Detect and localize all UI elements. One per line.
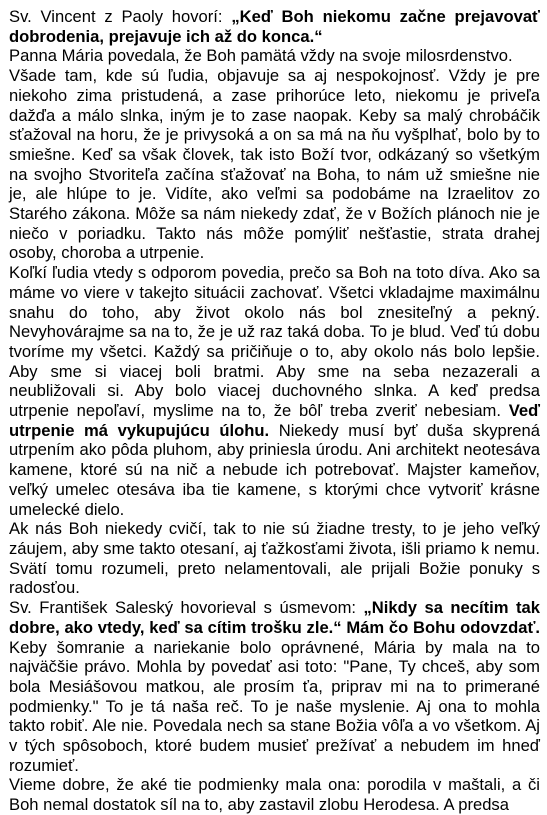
- document-page: [9, 7, 540, 815]
- text-run: Všade tam, kde sú ľudia, objavuje sa aj nespokojnosť. Vždy je pre niekoho zima pristudená, a zase prihorúce leto, niekomu je priveľa dažďa a málo slnka, iným je to zase naopak. Keby sa malý chrobáčik sťažoval na horu, že je privysoká a on sa má na ňu vyšplhať, bolo by to smiešne. Keď sa však človek, tak isto Boží tvor, odkázaný so všetkým na svojho Stvoriteľa začína sťažovať na Boha, to nám už smiešne nie je, ale hlúpe to je. Vidíte, ako veľmi sa podobáme na Izraelitov zo Starého zákona. Môže sa nám niekedy zdať, že v Božích plánoch nie je niečo v poriadku. Takto nás môže pomýliť nešťastie, strata drahej osoby, choroba a utrpenie.: [9, 66, 540, 263]
- paragraph-suffering: [9, 263, 540, 519]
- text-run: Koľkí ľudia vtedy s odporom povedia, prečo sa Boh na toto díva. Ako sa máme vo viere v takejto situácii zachovať. Všetci vkladajme maximálnu snahu do toho, aby život okolo nás bol znesiteľný a pekný. Nevyhovárajme sa na to, že je už raz taká doba. To je blud. Veď tú dobu tvoríme my všetci. Každý sa pričiňuje o to, aby okolo nás bolo lepšie. Aby sme si viacej boli bratmi. Aby sme na seba nezazerali a neubližovali si. Aby bolo viacej duchovného slnka. A keď predsa utrpenie nepoľaví, myslime na to, že bôľ treba zveriť nebesiam.: [9, 263, 540, 421]
- paragraph-vincent-quote: [9, 7, 540, 46]
- text-run: Keby šomranie a nariekanie bolo oprávnené, Mária by mala na to najväčšie právo. Mohla by povedať asi toto: "Pane, Ty chceš, aby som bola Mesiášovou matkou, ale prosím ťa, priprav mi na to primerané podmienky." To je tá naša reč. To je naše myslenie. Aj ona to mohla takto robiť. Ale nie. Povedala nech sa stane Božia vôľa a vo všetkom. Aj v tých spôsoboch, ktoré budem musieť prežívať a nebudem im hneď rozumieť.: [9, 637, 540, 775]
- text-run: Panna Mária povedala, že Boh pamätá vždy na svoje milosrdenstvo.: [9, 46, 513, 66]
- text-run: Vieme dobre, že aké tie podmienky mala ona: porodila v maštali, a či Boh nemal dostatok síl na to, aby zastavil zlobu Herodesa. A predsa: [9, 775, 540, 815]
- paragraph-francis-de-sales: [9, 598, 540, 775]
- bold-quote: „Nikdy sa necítim tak dobre, ako vtedy, keď sa cítim trošku zle.“ Mám čo Bohu odovzdať.: [9, 598, 540, 637]
- paragraph-mary-mercy: [9, 46, 540, 66]
- text-run: Sv. František Saleský hovorieval s úsmevom:: [9, 598, 364, 618]
- text-run: Niekedy musí byť duša skyprená utrpením ako pôda pluhom, aby priniesla úrodu. Ani architekt neotesáva kamene, ktoré sú na nič a nebude ich potrebovať. Majster kameňov, veľký umelec otesáva iba tie kamene, s ktorými chce vytvoriť krásne umelecké dielo.: [9, 420, 540, 519]
- bold-quote: „Keď Boh niekomu začne prejavovať dobrodenia, prejavuje ich až do konca.“: [9, 7, 540, 46]
- paragraph-god-training: [9, 519, 540, 598]
- paragraph-conditions: [9, 775, 540, 814]
- text-run: Ak nás Boh niekedy cvičí, tak to nie sú žiadne tresty, to je jeho veľký záujem, aby sme takto otesaní, aj ťažkosťami života, išli priamo k nemu. Svätí tomu rozumeli, preto nelamentovali, ale prijali Božie ponuky s radosťou.: [9, 519, 540, 598]
- bold-statement: Veď utrpenie má vykupujúcu úlohu.: [9, 401, 540, 440]
- text-run: Sv. Vincent z Paoly hovorí:: [9, 7, 232, 26]
- paragraph-discontent: [9, 66, 540, 263]
